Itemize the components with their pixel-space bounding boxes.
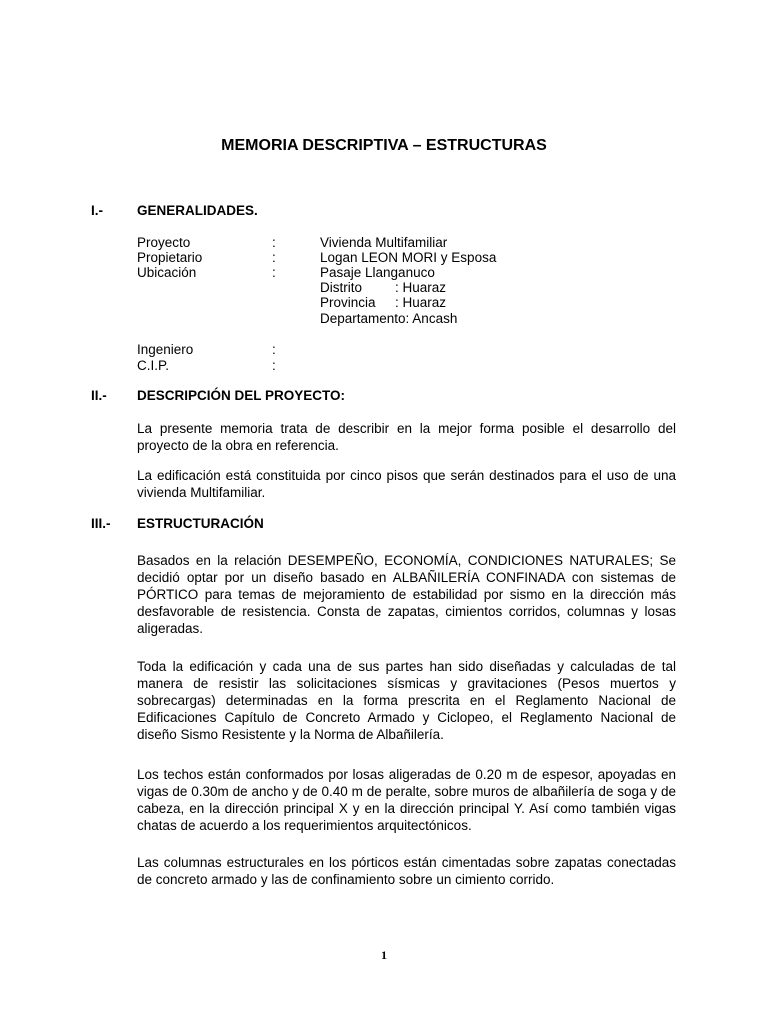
field-row-propietario (137, 250, 677, 265)
field-colon: : (272, 265, 276, 280)
field-label: Propietario (137, 250, 203, 265)
field-colon: : (272, 250, 276, 265)
field-row-cip (137, 358, 677, 373)
field-colon: : (272, 358, 276, 373)
section-title-estructuracion: ESTRUCTURACIÓN (137, 516, 264, 531)
paragraph: La presente memoria trata de describir en la mejor forma posible el desarrollo del proyecto de la obra en referencia. (137, 421, 676, 453)
location-value: : Huaraz (395, 295, 447, 310)
field-label: Proyecto (137, 235, 191, 250)
field-value: Pasaje Llanganuco (320, 265, 435, 280)
section-title-generalidades: GENERALIDADES. (137, 203, 258, 218)
paragraph: Las columnas estructurales en los pórticos están cimentadas sobre zapatas conectadas de concreto armado y las de confinamiento sobre un cimiento corrido. (137, 855, 676, 887)
section-number-iii: III.- (91, 516, 111, 531)
field-label: C.I.P. (137, 358, 170, 373)
field-label: Ubicación (137, 265, 197, 280)
location-value: : Huaraz (395, 280, 447, 295)
document-title: MEMORIA DESCRIPTIVA – ESTRUCTURAS (221, 137, 547, 154)
field-row-ingeniero (137, 342, 677, 357)
field-colon: : (272, 342, 276, 357)
field-value: Logan LEON MORI y Esposa (320, 250, 497, 265)
section-number-ii: II.- (91, 388, 107, 403)
page-number: 1 (381, 948, 387, 962)
location-row-provincia (320, 295, 620, 310)
location-label: Departamento: Ancash (320, 311, 458, 326)
paragraph: Los techos están conformados por losas aligeradas de 0.20 m de espesor, apoyadas en vigas de 0.30m de ancho y de 0.40 m de peralte, sobre muros de albañilería de soga y de cabeza, en la dirección principal X y en la dirección principal Y. Así como también vigas chatas de acuerdo a los requerimientos arquitectónicos. (137, 767, 676, 833)
field-label: Ingeniero (137, 342, 194, 357)
location-label: Distrito (320, 280, 363, 295)
paragraph: La edificación está constituida por cinco pisos que serán destinados para el uso de una vivienda Multifamiliar. (137, 468, 676, 500)
field-row-proyecto (137, 235, 677, 250)
field-row-ubicacion (137, 265, 677, 280)
paragraph: Toda la edificación y cada una de sus partes han sido diseñadas y calculadas de tal manera de resistir las solicitaciones sísmicas y gravitaciones (Pesos muertos y sobrecargas) determinadas en la forma prescrita en el Reglamento Nacional de Edificaciones Capítulo de Concreto Armado y Ciclopeo, el Reglamento Nacional de diseño Sismo Resistente y la Norma de Albañilería. (137, 659, 676, 742)
section-number-i: I.- (91, 203, 103, 218)
location-row-distrito (320, 280, 620, 295)
field-value: Vivienda Multifamiliar (320, 235, 448, 250)
field-colon: : (272, 235, 276, 250)
location-row-departamento (320, 311, 620, 326)
location-label: Provincia (320, 295, 376, 310)
paragraph: Basados en la relación DESEMPEÑO, ECONOMÍA, CONDICIONES NATURALES; Se decidió optar por un diseño basado en ALBAÑILERÍA CONFINADA con sistemas de PÓRTICO para temas de mejoramiento de estabilidad por sismo en la dirección más desfavorable de resistencia. Consta de zapatas, cimientos corridos, columnas y losas aligeradas. (137, 553, 676, 636)
section-title-descripcion: DESCRIPCIÓN DEL PROYECTO: (137, 388, 346, 403)
